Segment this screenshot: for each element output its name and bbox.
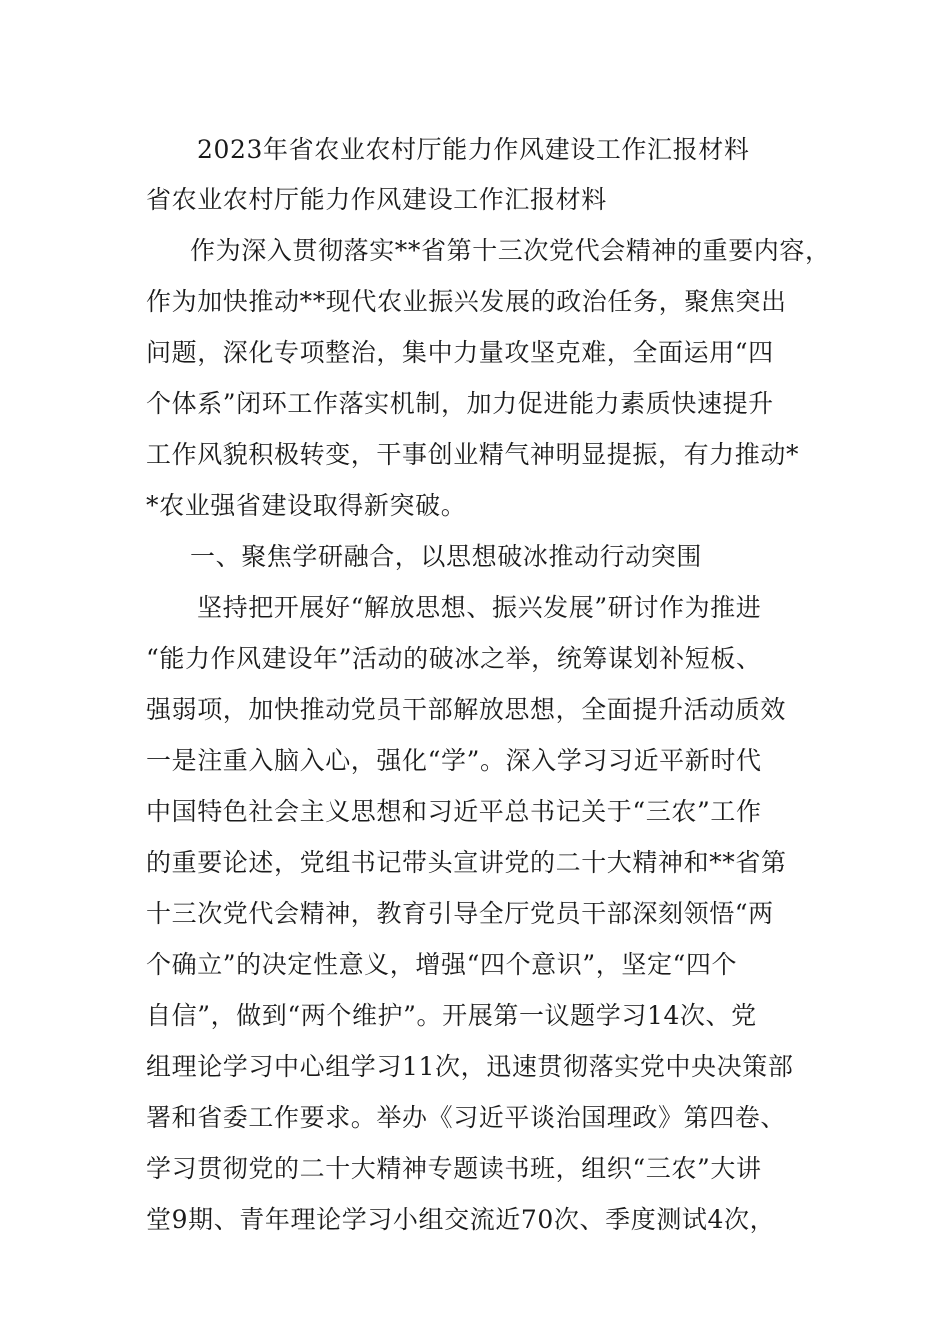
body-line: 组理论学习中心组学习11次，迅速贯彻落实党中央决策部 — [146, 1052, 794, 1081]
section-heading: 一、聚焦学研融合，以思想破冰推动行动突围 — [190, 542, 703, 571]
document-subtitle: 省农业农村厅能力作风建设工作汇报材料 — [146, 185, 607, 214]
body-line: 工作风貌积极转变，干事创业精气神明显提振，有力推动* — [146, 440, 800, 469]
body-line: 一是注重入脑入心，强化“学”。深入学习习近平新时代 — [146, 746, 762, 775]
body-line: 堂9期、青年理论学习小组交流近70次、季度测试4次， — [146, 1205, 776, 1234]
body-line: 自信”，做到“两个维护”。开展第一议题学习14次、党 — [146, 1001, 757, 1030]
body-line: 的重要论述，党组书记带头宣讲党的二十大精神和**省第 — [146, 848, 787, 877]
document-title: 2023年省农业农村厅能力作风建设工作汇报材料 — [197, 135, 750, 164]
body-line: 署和省委工作要求。举办《习近平谈治国理政》第四卷、 — [146, 1103, 787, 1132]
body-line: 作为深入贯彻落实**省第十三次党代会精神的重要内容， — [190, 236, 831, 265]
body-line: 十三次党代会精神，教育引导全厅党员干部深刻领悟“两 — [146, 899, 774, 928]
body-line: “能力作风建设年”活动的破冰之举，统筹谋划补短板、 — [146, 644, 762, 673]
body-line: 学习贯彻党的二十大精神专题读书班，组织“三农”大讲 — [146, 1154, 762, 1183]
body-line: *农业强省建设取得新突破。 — [146, 491, 467, 520]
body-line: 坚持把开展好“解放思想、振兴发展”研讨作为推进 — [197, 593, 762, 622]
body-line: 强弱项，加快推动党员干部解放思想，全面提升活动质效 — [146, 695, 787, 724]
body-line: 个确立”的决定性意义，增强“四个意识”，坚定“四个 — [146, 950, 738, 979]
body-line: 中国特色社会主义思想和习近平总书记关于“三农”工作 — [146, 797, 762, 826]
body-line: 问题，深化专项整治，集中力量攻坚克难，全面运用“四 — [146, 338, 774, 367]
body-line: 个体系”闭环工作落实机制，加力促进能力素质快速提升 — [146, 389, 774, 418]
body-line: 作为加快推动**现代农业振兴发展的政治任务，聚焦突出 — [146, 287, 787, 316]
